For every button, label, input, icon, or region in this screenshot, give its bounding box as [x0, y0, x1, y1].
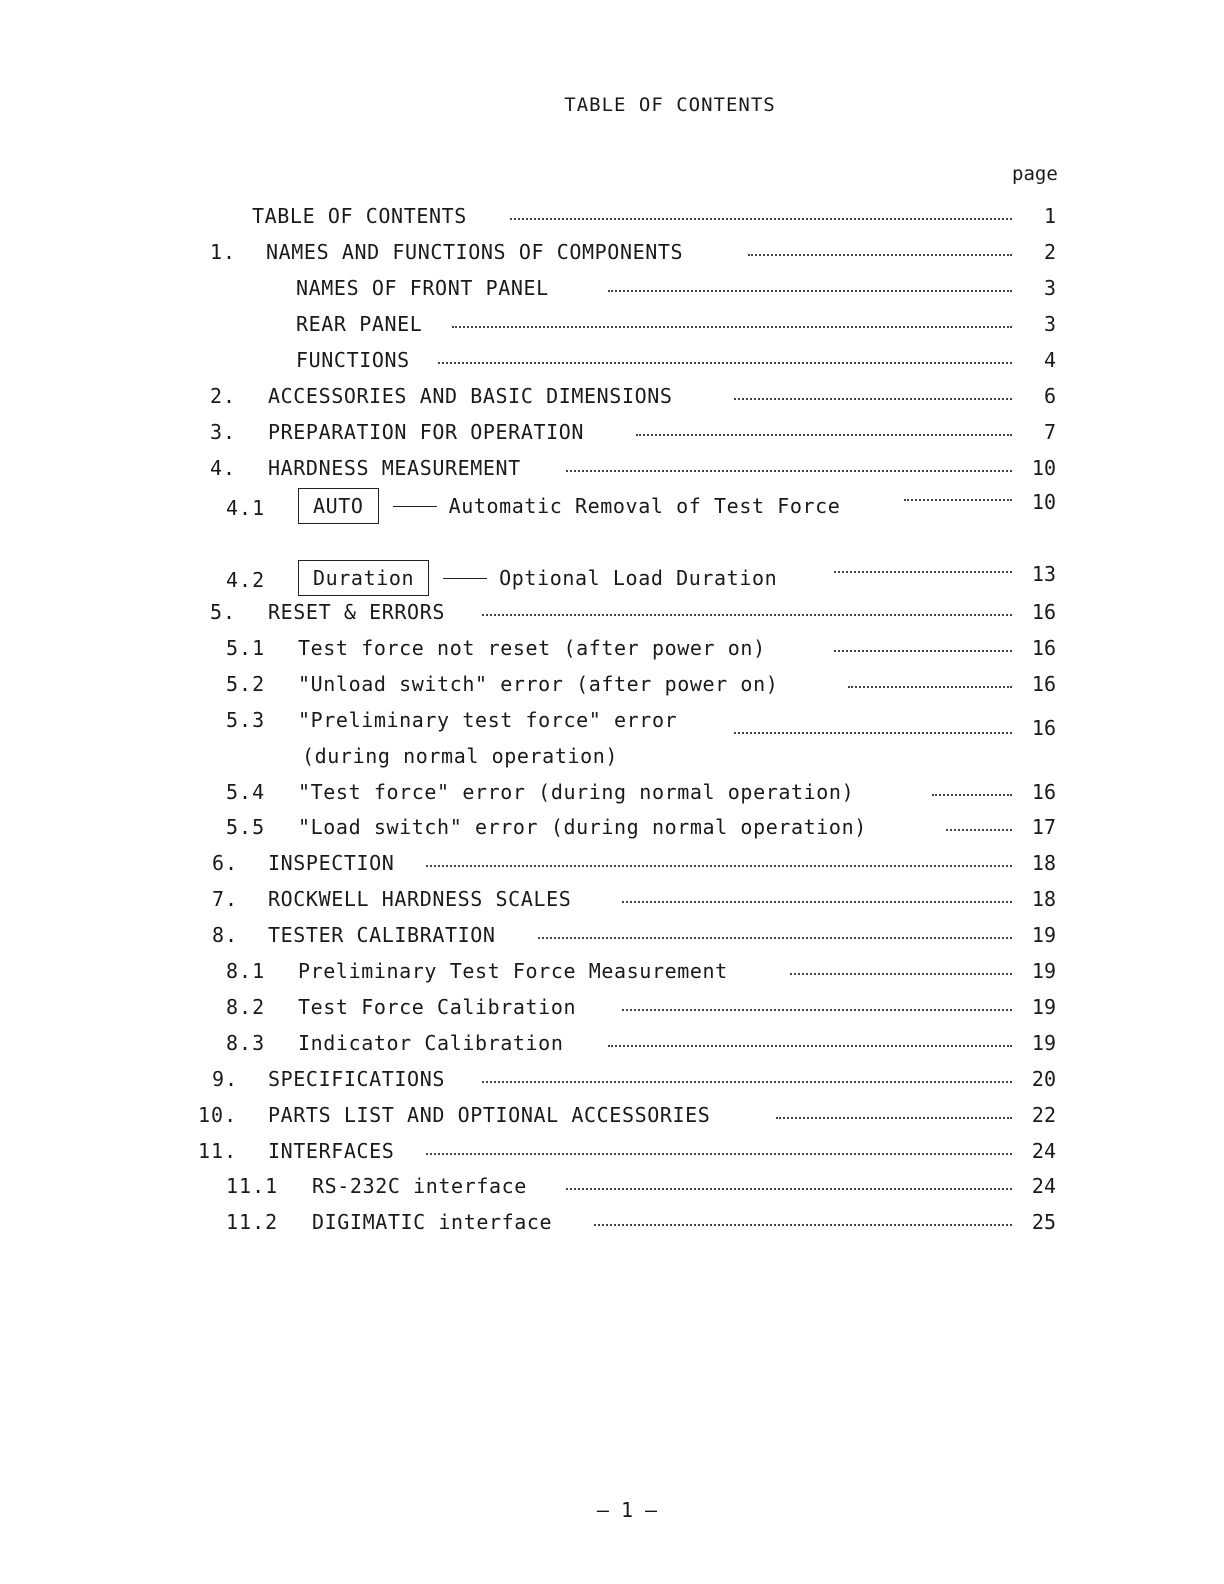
toc-label: TESTER CALIBRATION — [268, 923, 496, 947]
toc-page-number: 3 — [1043, 276, 1056, 300]
toc-page-number: 19 — [1031, 995, 1056, 1019]
toc-label: NAMES AND FUNCTIONS OF COMPONENTS — [266, 240, 684, 264]
toc-label: Indicator Calibration — [298, 1031, 564, 1055]
toc-label: "Unload switch" error (after power on) — [298, 672, 779, 696]
toc-page-number: 7 — [1043, 420, 1056, 444]
toc-number: 8.1 — [226, 959, 266, 983]
leader-dots — [438, 362, 1012, 364]
page-footer-number: — 1 — — [596, 1498, 658, 1522]
toc-number: 5.5 — [226, 815, 266, 839]
toc-number: 8.3 — [226, 1031, 266, 1055]
toc-page-number: 20 — [1031, 1067, 1056, 1091]
toc-entry — [0, 276, 1224, 306]
toc-number: 11. — [198, 1139, 238, 1163]
toc-entry — [0, 1067, 1224, 1097]
toc-label: PARTS LIST AND OPTIONAL ACCESSORIES — [268, 1103, 711, 1127]
toc-entry — [0, 923, 1224, 953]
toc-number: 3. — [210, 420, 237, 444]
toc-label: FUNCTIONS — [296, 348, 410, 372]
toc-number: 4.1 — [226, 496, 266, 520]
toc-number: 8. — [212, 923, 239, 947]
leader-dots — [538, 937, 1012, 939]
toc-label: HARDNESS MEASUREMENT — [268, 456, 521, 480]
page-column-header: page — [1012, 163, 1058, 185]
toc-label-row — [298, 488, 840, 524]
leader-dots — [790, 973, 1012, 975]
toc-label: NAMES OF FRONT PANEL — [296, 276, 549, 300]
toc-label: Test force not reset (after power on) — [298, 636, 766, 660]
toc-label: SPECIFICATIONS — [268, 1067, 445, 1091]
toc-label: DIGIMATIC interface — [312, 1210, 553, 1234]
toc-page-number: 19 — [1031, 1031, 1056, 1055]
toc-page-number: 24 — [1031, 1174, 1056, 1198]
leader-dots — [452, 326, 1012, 328]
toc-number: 5.1 — [226, 636, 266, 660]
toc-label: RESET & ERRORS — [268, 600, 445, 624]
toc-number: 11.2 — [226, 1210, 279, 1234]
toc-entry — [0, 851, 1224, 881]
toc-entry — [0, 1103, 1224, 1133]
toc-page-number: 3 — [1043, 312, 1056, 336]
toc-label: INTERFACES — [268, 1139, 395, 1163]
toc-entry — [0, 708, 1224, 778]
toc-page-number: 16 — [1031, 672, 1056, 696]
leader-dots — [482, 1081, 1012, 1083]
toc-label: Preliminary Test Force Measurement — [298, 959, 728, 983]
toc-entry — [0, 456, 1224, 486]
toc-label: PREPARATION FOR OPERATION — [268, 420, 585, 444]
dash-line — [443, 578, 487, 579]
toc-label-row — [298, 560, 777, 596]
toc-number: 5.4 — [226, 780, 266, 804]
toc-entry — [0, 240, 1224, 270]
toc-label: INSPECTION — [268, 851, 395, 875]
duration-key-label: Duration — [298, 560, 429, 596]
leader-dots — [622, 1009, 1012, 1011]
toc-page-number: 10 — [1031, 490, 1056, 514]
leader-dots — [510, 218, 1012, 220]
toc-number: 5.2 — [226, 672, 266, 696]
toc-number: 11.1 — [226, 1174, 279, 1198]
leader-dots — [734, 398, 1012, 400]
toc-label: RS-232C interface — [312, 1174, 527, 1198]
toc-page-number: 2 — [1043, 240, 1056, 264]
toc-number: 2. — [210, 384, 237, 408]
toc-page-number: 17 — [1031, 815, 1056, 839]
leader-dots — [594, 1224, 1012, 1226]
toc-entry — [0, 995, 1224, 1025]
toc-number: 7. — [212, 887, 239, 911]
leader-dots — [748, 254, 1012, 256]
dash-line — [393, 506, 437, 507]
toc-label: Optional Load Duration — [499, 566, 778, 590]
toc-label: "Load switch" error (during normal operation) — [298, 815, 867, 839]
toc-label: ACCESSORIES AND BASIC DIMENSIONS — [268, 384, 673, 408]
toc-page-number: 25 — [1031, 1210, 1056, 1234]
toc-label: "Preliminary test force" error — [298, 708, 678, 732]
leader-dots — [608, 290, 1012, 292]
toc-page-number: 19 — [1031, 959, 1056, 983]
toc-page-number: 13 — [1031, 562, 1056, 586]
toc-entry — [0, 1210, 1224, 1240]
toc-entry — [0, 1174, 1224, 1204]
leader-dots — [946, 829, 1012, 831]
toc-entry — [0, 780, 1224, 810]
leader-dots — [834, 571, 1012, 573]
leader-dots — [904, 499, 1012, 501]
toc-page-number: 16 — [1031, 636, 1056, 660]
toc-page-number: 10 — [1031, 456, 1056, 480]
toc-page-number: 19 — [1031, 923, 1056, 947]
toc-entry — [0, 312, 1224, 342]
toc-page-number: 4 — [1043, 348, 1056, 372]
toc-number: 5.3 — [226, 708, 266, 732]
leader-dots — [622, 901, 1012, 903]
toc-label-continuation: (during normal operation) — [302, 744, 619, 768]
page-title: TABLE OF CONTENTS — [564, 94, 776, 116]
toc-page-number: 22 — [1031, 1103, 1056, 1127]
toc-number: 4.2 — [226, 568, 266, 592]
auto-key-label: AUTO — [298, 488, 379, 524]
toc-number: 6. — [212, 851, 239, 875]
toc-entry — [0, 672, 1224, 702]
leader-dots — [848, 686, 1012, 688]
toc-entry — [0, 600, 1224, 630]
toc-number: 5. — [210, 600, 237, 624]
toc-label: REAR PANEL — [296, 312, 423, 336]
toc-entry — [0, 1139, 1224, 1169]
leader-dots — [608, 1045, 1012, 1047]
toc-entry — [0, 1031, 1224, 1061]
toc-page-number: 6 — [1043, 384, 1056, 408]
toc-label: "Test force" error (during normal operation) — [298, 780, 855, 804]
toc-page-number: 24 — [1031, 1139, 1056, 1163]
toc-entry — [0, 959, 1224, 989]
toc-entry — [0, 420, 1224, 450]
toc-page-number: 18 — [1031, 887, 1056, 911]
toc-page-number: 16 — [1031, 716, 1056, 740]
toc-entry — [0, 815, 1224, 845]
leader-dots — [776, 1117, 1012, 1119]
toc-entry — [0, 348, 1224, 378]
toc-number: 10. — [198, 1103, 238, 1127]
toc-entry — [0, 887, 1224, 917]
toc-label: Test Force Calibration — [298, 995, 577, 1019]
toc-page-number: 16 — [1031, 780, 1056, 804]
leader-dots — [426, 1153, 1012, 1155]
toc-page-number: 18 — [1031, 851, 1056, 875]
toc-label: Automatic Removal of Test Force — [448, 494, 841, 518]
leader-dots — [834, 650, 1012, 652]
toc-entry — [0, 636, 1224, 666]
toc-number: 8.2 — [226, 995, 266, 1019]
leader-dots — [426, 865, 1012, 867]
toc-number: 9. — [212, 1067, 239, 1091]
leader-dots — [566, 470, 1012, 472]
toc-entry — [0, 488, 1224, 528]
leader-dots — [636, 434, 1012, 436]
toc-label: ROCKWELL HARDNESS SCALES — [268, 887, 572, 911]
leader-dots — [482, 614, 1012, 616]
leader-dots — [566, 1188, 1012, 1190]
toc-number: 1. — [210, 240, 237, 264]
leader-dots — [734, 732, 1012, 734]
toc-entry — [0, 384, 1224, 414]
toc-entry — [0, 204, 1224, 234]
toc-page-number: 1 — [1043, 204, 1056, 228]
toc-number: 4. — [210, 456, 237, 480]
leader-dots — [932, 794, 1012, 796]
toc-entry — [0, 560, 1224, 600]
toc-label: TABLE OF CONTENTS — [252, 204, 467, 228]
toc-page-number: 16 — [1031, 600, 1056, 624]
